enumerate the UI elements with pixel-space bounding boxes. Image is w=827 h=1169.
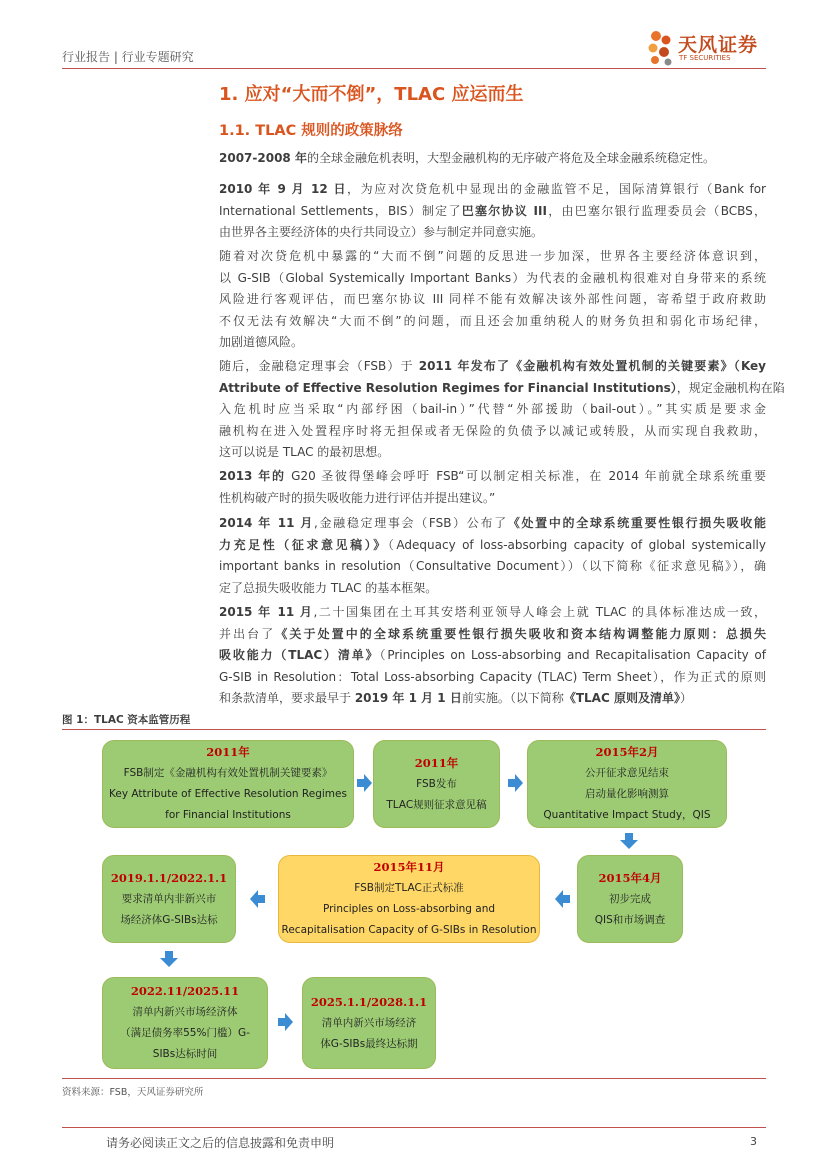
paragraph-1 [219,148,766,170]
p7-line5c: 前实施。（以下简称 [461,691,564,705]
timeline-box-2019-2022 [102,855,236,943]
box-year: 2015年11月 [373,860,445,874]
box-year: 2011年 [206,745,250,759]
p6-line2a: 力充足性（征求意见稿）》 [219,537,388,552]
box-line: 场经济体G-SIBs达标 [120,913,218,926]
logo-petals-icon [646,26,676,70]
p4-line1a: 随后，金融稳定理事会（FSB）于 [219,359,419,373]
p4-line5: 这可以说是 TLAC 的最初思想。 [219,445,390,459]
box-line: QIS和市场调查 [594,913,666,926]
paragraph-6 [219,513,766,599]
box-year: 2019.1.1/2022.1.1 [110,870,228,885]
subsection-heading: 1.1. TLAC 规则的政策脉络 [219,123,403,139]
box-line: 清单内新兴市场经济体 [132,1006,238,1018]
p6-line3: important banks in resolution（Consultative Document））（以下简称《征求意见稿》），确 [219,559,766,573]
p7-line3b: （Principles on Loss-absorbing and Recapitalisation Capacity of [379,648,766,662]
p7-line3a: 吸收能力（TLAC）清单》 [219,648,380,662]
box-line: Recapitalisation Capacity of G-SIBs in Resolution [281,924,537,936]
p3-line: 以 G-SIB（Global Systemically Important Banks）为代表的金融机构很难对自身带来的系统 [219,270,766,285]
p2-basel: 巴塞尔协议 III [461,203,547,218]
p2-date: 2010 年 9 月 12 日 [219,182,348,196]
p6-line1b: ,金融稳定理事会（FSB）公布了 [314,516,508,530]
box-line: Key Attribute of Effective Resolution Regimes [109,788,347,800]
timeline-box-2025-2028 [302,977,436,1069]
p3-line: 随着对次贷危机中暴露的“大而不倒”问题的反思进一步加深，世界各主要经济体意识到， [219,249,766,263]
p4-line2: Attribute of Effective Resolution Regimes for Financial Institutions） [219,380,677,395]
company-logo [646,26,770,72]
p2-line2c: ，由巴塞尔银行监理委员会（BCBS， [546,203,767,218]
arrow-down-icon [620,833,638,849]
p7-line4: G-SIB in Resolution：Total Loss-absorbing Capacity (TLAC) Term Sheet），作为正式的原则 [219,669,766,684]
box-line: 公开征求意见结束 [585,767,669,779]
p4-line2c: ，规定金融机构在陷 [676,380,785,395]
p4-line1b: 2011 年发布了《金融机构有效处置机制的关键要素》（Key [418,359,766,373]
figure-rule-top [62,729,766,730]
figure-title: 图 1：TLAC 资本监管历程 [62,714,191,726]
box-year: 2025.1.1/2028.1.1 [310,994,428,1009]
paragraph-7 [219,602,766,710]
p7-line5b: 2019 年 1 月 1 日 [354,691,462,705]
p7-line2a: 并出台了 [219,626,276,641]
box-line: 启动量化影响测算 [585,788,669,800]
paragraph-3 [219,246,766,354]
p1-text: 的全球金融危机表明，大型金融机构的无序破产将危及全球金融系统稳定性。 [306,151,715,165]
p7-date: 2015 年 11 月 [219,605,314,619]
box-line: Quantitative Impact Study，QIS [543,809,711,821]
box-line: SIBs达标时间 [152,1048,218,1060]
p3-line: 不仅无法有效解决“大而不倒”的问题，而且还会加重纳税人的财务负担和弱化市场纪律， [219,313,766,328]
timeline-box-2015-nov [278,855,540,943]
box-line: TLAC规则征求意见稿 [386,798,487,811]
p6-date: 2014 年 11 月 [219,516,315,530]
box-line: FSB发布 [416,777,457,790]
p7-line2b: 《关于处置中的全球系统重要性银行损失吸收和资本结构调整能力原则：总损失 [275,626,766,641]
footer-disclaimer: 请务必阅读正文之后的信息披露和免责申明 [106,1136,335,1150]
paragraph-4 [219,356,785,464]
box-line: FSB制定《金融机构有效处置机制关键要素》 [123,767,333,779]
p6-line2b: （Adequacy of loss-absorbing capacity of global systemically [387,537,766,552]
p2-line2a: International Settlements，BIS）制定了 [219,203,462,218]
box-line: Principles on Loss-absorbing and [322,903,496,915]
timeline-box-2011-key-attributes [102,740,354,828]
p5-date: 2013 年的 [219,469,286,483]
p2-line3: 由世界各主要经济体的央行共同设立）参与制定并同意实施。 [219,225,544,239]
p5-line1: G20 圣彼得堡峰会呼吁 FSB“可以制定相关标准，在 2014 年前就全球系统重要 [285,469,766,483]
p3-line: 加剧道德风险。 [219,335,304,349]
p3-line: 风险进行客观评估，而巴塞尔协议 III 同样不能有效解决该外部性问题，寄希望于政府救助 [219,292,766,306]
arrow-right-icon [357,774,372,792]
header-rule [62,68,766,69]
arrow-left-icon [555,890,570,908]
arrow-right-icon [278,1013,293,1031]
paragraph-2 [219,179,766,244]
box-line: （满足债务率55%门槛）G- [120,1027,250,1039]
box-year: 2011年 [414,755,459,770]
p5-line2: 性机构破产时的损失吸收能力进行评估并提出建议。” [219,490,496,505]
arrow-right-icon [508,774,523,792]
timeline-box-2011-tlac-draft [373,740,500,828]
footer-rule [62,1127,766,1128]
box-line: 初步完成 [609,892,651,905]
timeline-box-2015-feb [527,740,727,828]
p7-line5a: 和条款清单，要求最早于 [219,691,355,705]
p7-line5d: 《TLAC 原则及清单》 [563,691,680,705]
paragraph-5 [219,466,766,509]
box-line: for Financial Institutions [165,809,291,821]
timeline-box-2015-apr [577,855,683,943]
box-year: 2022.11/2025.11 [130,984,240,998]
logo-text-cn: 天风证券 [678,34,759,56]
p4-line3: 入危机时应当采取“内部纾困（bail-in）”代替“外部援助（bail-out）。”其实质是要求金 [219,402,766,416]
figure-source: 资料来源：FSB，天风证券研究所 [62,1087,204,1098]
arrow-left-icon [250,890,265,908]
logo-text-en: TF SECURITIES [679,54,731,62]
section-heading: 1. 应对“大而不倒”，TLAC 应运而生 [219,84,524,105]
box-year: 2015年2月 [595,745,659,759]
box-line: 要求清单内非新兴市 [121,892,217,905]
p6-line4: 定了总损失吸收能力 TLAC 的基本框架。 [219,580,438,595]
p7-line5e: ） [679,691,692,705]
arrow-down-icon [160,951,178,967]
box-year: 2015年4月 [598,870,662,885]
report-category: 行业报告 | 行业专题研究 [62,50,194,64]
timeline-box-2022-2025 [102,977,268,1069]
p1-bold: 2007-2008 年 [219,151,307,165]
box-line: FSB制定TLAC正式标准 [354,882,464,894]
box-line: 体G-SIBs最终达标期 [320,1037,418,1050]
p2-line1: ，为应对次贷危机中显现出的金融监管不足，国际清算银行（Bank for [347,182,766,196]
box-line: 清单内新兴市场经济 [321,1016,417,1029]
p4-line4: 融机构在进入处置程序时将无担保或者无保险的负债予以减记或转股，从而实现自我救助， [219,423,766,438]
p6-line1c: 《处置中的全球系统重要性银行损失吸收能 [507,516,766,530]
figure-rule-bottom [62,1078,766,1079]
page-number: 3 [750,1135,757,1148]
p7-line1b: ,二十国集团在土耳其安塔利亚领导人峰会上就 TLAC 的具体标准达成一致， [313,605,766,619]
